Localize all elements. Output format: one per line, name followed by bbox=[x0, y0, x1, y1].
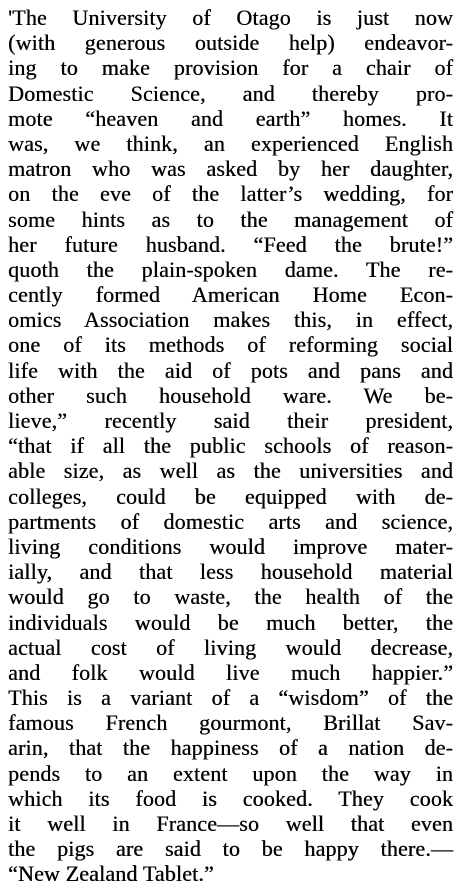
text-line: This is a variant of a “wisdom” of the bbox=[8, 685, 453, 711]
text-line: ing to make provision for a chair of bbox=[8, 55, 453, 81]
text-line: 'The University of Otago is just now bbox=[8, 5, 453, 30]
text-line: partments of domestic arts and science, bbox=[8, 508, 453, 534]
text-line: the pigs are said to be happy there.— bbox=[8, 836, 453, 862]
text-line: some hints as to the management of bbox=[8, 206, 453, 232]
text-line-last: “New Zealand Tablet.” bbox=[8, 861, 214, 887]
text-line: arin, that the happiness of a nation de- bbox=[8, 735, 453, 761]
text-line: actual cost of living would decrease, bbox=[8, 634, 453, 660]
text-line: Domestic Science, and thereby pro- bbox=[8, 80, 453, 106]
text-line: famous French gourmont, Brillat Sav- bbox=[8, 710, 453, 736]
text-line: (with generous outside help) endeavor- bbox=[8, 30, 453, 56]
text-line: one of its methods of reforming social bbox=[8, 332, 453, 358]
text-line: mote “heaven and earth” homes. It bbox=[8, 105, 453, 131]
text-line: it well in France—so well that even bbox=[8, 811, 453, 836]
text-line: quoth the plain-spoken dame. The re- bbox=[8, 256, 453, 282]
text-line: was, we think, an experienced English bbox=[8, 130, 453, 156]
text-line: omics Association makes this, in effect, bbox=[8, 307, 453, 333]
text-line: matron who was asked by her daughter, bbox=[8, 156, 453, 182]
text-line: “that if all the public schools of reason- bbox=[8, 433, 453, 459]
text-line: cently formed American Home Econ- bbox=[8, 282, 453, 308]
text-line: life with the aid of pots and pans and bbox=[8, 357, 453, 383]
text-line: would go to waste, the health of the bbox=[8, 584, 453, 610]
text-line: other such household ware. We be- bbox=[8, 382, 453, 408]
text-line: ially, and that less household material bbox=[8, 559, 453, 585]
text-line: living conditions would improve mater- bbox=[8, 533, 453, 559]
text-line: able size, as well as the universities and bbox=[8, 458, 453, 484]
text-line: which its food is cooked. They cook bbox=[8, 785, 453, 811]
text-line: and folk would live much happier.” bbox=[8, 659, 453, 685]
text-line: on the eve of the latter’s wedding, for bbox=[8, 181, 453, 207]
text-line: lieve,” recently said their president, bbox=[8, 408, 453, 433]
text-line: pends to an extent upon the way in bbox=[8, 760, 453, 786]
text-line: her future husband. “Feed the brute!” bbox=[8, 231, 453, 257]
text-line: individuals would be much better, the bbox=[8, 609, 453, 635]
text-line: colleges, could be equipped with de- bbox=[8, 483, 453, 509]
